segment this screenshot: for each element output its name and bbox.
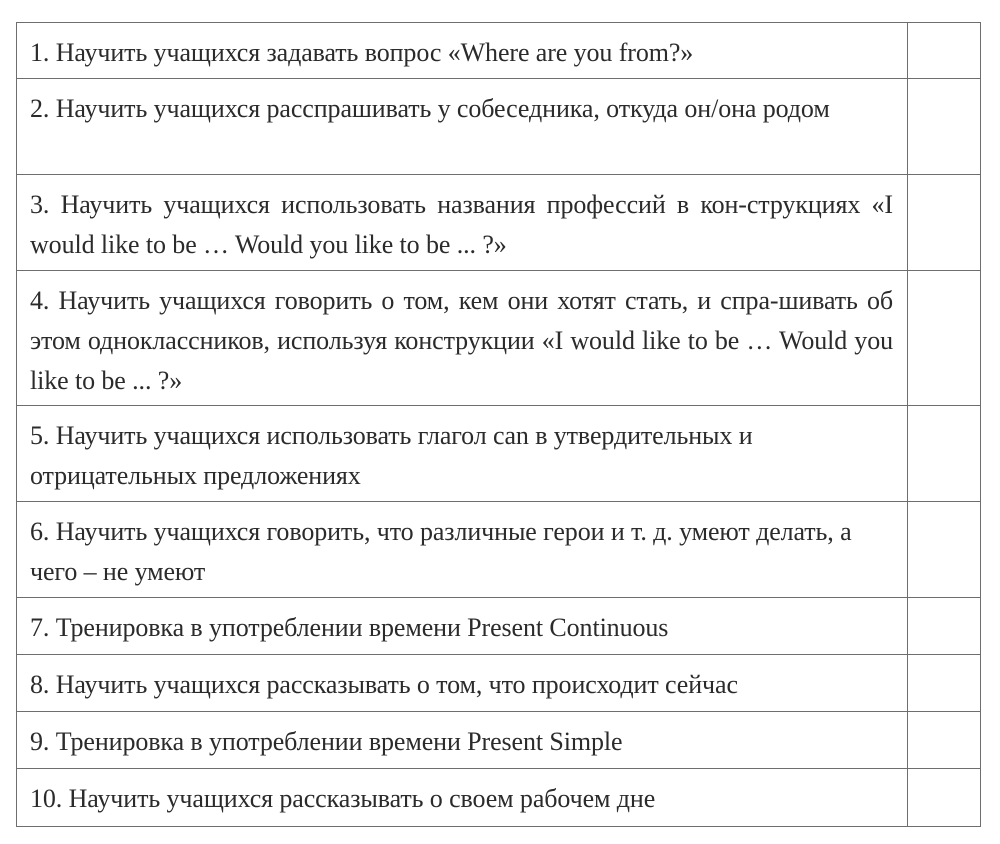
objective-text: 3. Научить учащихся использовать названия профессий в кон-струкциях «I would like to be … Would you like to be ... ?» xyxy=(30,190,893,259)
objective-mark-cell[interactable] xyxy=(908,655,981,712)
objective-mark-cell[interactable] xyxy=(908,175,981,271)
objective-text-cell xyxy=(17,271,908,406)
objectives-table xyxy=(16,22,981,827)
objective-text-cell xyxy=(17,502,908,598)
objective-text: 1. Научить учащихся задавать вопрос «Where are you from?» xyxy=(30,38,694,67)
objective-mark-cell[interactable] xyxy=(908,769,981,827)
table-row xyxy=(17,655,981,712)
objective-mark-cell[interactable] xyxy=(908,23,981,79)
objective-text: 5. Научить учащихся использовать глагол can в утвердительных и отрицательных предложениях xyxy=(30,421,753,490)
objective-text: 10. Научить учащихся рассказывать о своем рабочем дне xyxy=(30,784,656,813)
objective-text-cell xyxy=(17,598,908,655)
objective-mark-cell[interactable] xyxy=(908,79,981,175)
table-row xyxy=(17,769,981,827)
objective-mark-cell[interactable] xyxy=(908,406,981,502)
objective-text: 7. Тренировка в употреблении времени Present Continuous xyxy=(30,613,669,642)
table-row xyxy=(17,712,981,769)
objective-text-cell xyxy=(17,406,908,502)
objective-text-cell xyxy=(17,175,908,271)
objective-text-cell xyxy=(17,769,908,827)
table-row xyxy=(17,598,981,655)
objective-text: 6. Научить учащихся говорить, что различные герои и т. д. умеют делать, а чего – не умеют xyxy=(30,517,852,586)
objective-mark-cell[interactable] xyxy=(908,502,981,598)
table-row xyxy=(17,406,981,502)
objective-mark-cell[interactable] xyxy=(908,271,981,406)
objective-text-cell xyxy=(17,79,908,175)
table-row xyxy=(17,502,981,598)
objective-text-cell xyxy=(17,712,908,769)
table-row xyxy=(17,79,981,175)
table-row xyxy=(17,271,981,406)
objective-mark-cell[interactable] xyxy=(908,598,981,655)
objective-text: 9. Тренировка в употреблении времени Present Simple xyxy=(30,727,623,756)
objective-text-cell xyxy=(17,23,908,79)
objective-text: 8. Научить учащихся рассказывать о том, что происходит сейчас xyxy=(30,670,738,699)
objective-mark-cell[interactable] xyxy=(908,712,981,769)
objective-text: 4. Научить учащихся говорить о том, кем они хотят стать, и спра-шивать об этом одноклассников, используя конструкции «I would like to be … Would you like to be ... ?» xyxy=(30,286,893,395)
objective-text: 2. Научить учащихся расспрашивать у собеседника, откуда он/она родом xyxy=(30,94,830,123)
table-row xyxy=(17,175,981,271)
objective-text-cell xyxy=(17,655,908,712)
table-row xyxy=(17,23,981,79)
